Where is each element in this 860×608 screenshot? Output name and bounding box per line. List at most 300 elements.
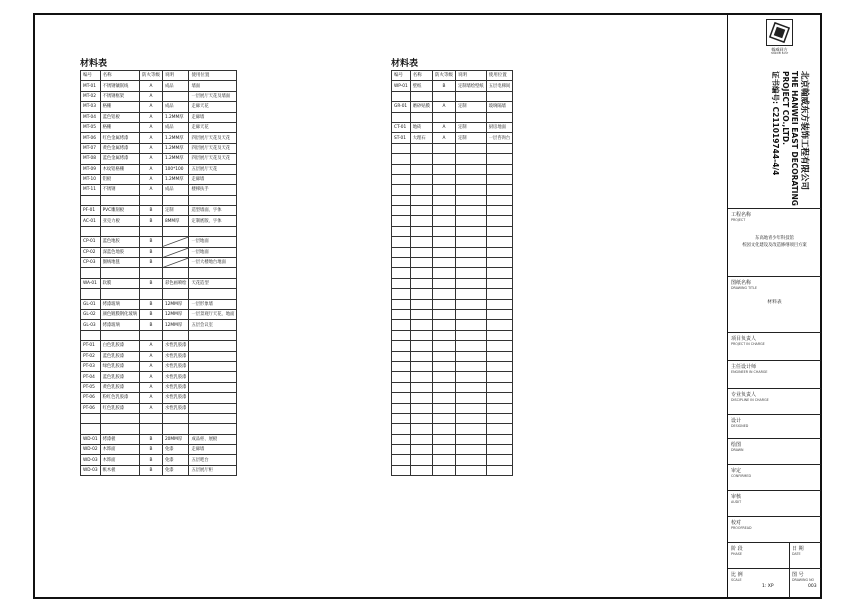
table-cell: 12MM厚 — [162, 299, 188, 309]
table-row — [81, 206, 237, 216]
table-cell: PT-05 — [81, 382, 101, 392]
table-cell — [432, 206, 455, 216]
table-cell: A — [139, 102, 162, 112]
table-cell: A — [139, 133, 162, 143]
table-cell: 一层大楼地台地面 — [189, 258, 237, 268]
table-cell — [392, 247, 411, 257]
table-cell: 五层吧台 — [189, 455, 237, 465]
table-cell — [455, 154, 486, 164]
table-cell — [486, 226, 512, 236]
table-cell — [455, 185, 486, 195]
table-cell: B — [139, 237, 162, 247]
table-row — [392, 382, 513, 392]
table-cell: 黄色乳胶漆 — [100, 382, 139, 392]
table-cell — [432, 154, 455, 164]
table-cell — [392, 237, 411, 247]
table-cell: B — [139, 278, 162, 288]
table-cell: WD-03 — [81, 465, 101, 475]
table-cell — [432, 216, 455, 226]
table-cell: MT-08 — [81, 154, 101, 164]
table-cell — [432, 351, 455, 361]
table-row — [392, 268, 513, 278]
table-cell: 彩色画喷绘 — [162, 278, 188, 288]
table-cell: 水性乳胶漆 — [162, 372, 188, 382]
table-cell: 磨砂贴膜 — [410, 102, 432, 112]
table-cell: PT-06 — [81, 403, 101, 413]
table-cell: 四层展厅天花及天花 — [189, 133, 237, 143]
table-cell — [432, 226, 455, 236]
project-name-line-2: 校园文化建设及改造修缮项目方案 — [742, 243, 807, 248]
table-cell: 水性乳胶漆 — [162, 403, 188, 413]
date-label: 日 期 — [792, 546, 804, 552]
table-row — [81, 268, 237, 278]
table-cell — [392, 403, 411, 413]
table-cell: B — [139, 247, 162, 257]
table-cell — [410, 351, 432, 361]
table-cell — [432, 268, 455, 278]
table-cell: MT-11 — [81, 185, 101, 195]
table-cell — [486, 185, 512, 195]
table-row — [81, 372, 237, 382]
table-cell — [455, 309, 486, 319]
table-cell — [100, 289, 139, 299]
table-cell — [189, 330, 237, 340]
table-cell — [486, 237, 512, 247]
table-cell: 一层形象墙 — [189, 299, 237, 309]
table-cell: 成品柜、展板 — [189, 434, 237, 444]
table-cell — [486, 91, 512, 101]
table-cell — [410, 237, 432, 247]
table-row — [392, 237, 513, 247]
engineer-label-en: ENGINEER IN CHARGE — [731, 370, 768, 374]
table-cell: PF-01 — [81, 206, 101, 216]
table-cell: WA-01 — [81, 278, 101, 288]
table-cell: 木饰面 — [100, 445, 139, 455]
table-cell: B — [139, 320, 162, 330]
scale-dwgno-divider — [789, 569, 790, 598]
table-row — [392, 445, 513, 455]
designed-cell — [728, 414, 821, 438]
table-cell: A — [139, 341, 162, 351]
table-cell — [410, 164, 432, 174]
table-cell — [455, 143, 486, 153]
table-cell: A — [139, 351, 162, 361]
table-row — [392, 133, 513, 143]
table-row — [392, 278, 513, 288]
table-cell: MT-10 — [81, 174, 101, 184]
table-cell: 一层地面 — [189, 237, 237, 247]
designed-label: 设计 — [731, 418, 742, 424]
table-row — [392, 102, 513, 112]
table-cell: AC-01 — [81, 216, 101, 226]
table-cell — [486, 268, 512, 278]
table-cell: 五层会议室 — [189, 320, 237, 330]
table-cell — [410, 247, 432, 257]
table-cell: 1.2MM厚 — [162, 112, 188, 122]
table-row — [81, 216, 237, 226]
table-cell: 颜色镀膜钢化玻璃 — [100, 309, 139, 319]
table-cell: A — [139, 154, 162, 164]
table-cell: 壁纸 — [410, 81, 432, 91]
right-table-title: 材料表 — [391, 59, 419, 69]
table-cell: 免漆 — [162, 455, 188, 465]
certificate-number: 证书编号: C211019744-4/4 — [771, 71, 780, 176]
table-cell: A — [139, 361, 162, 371]
table-row — [81, 382, 237, 392]
table-cell — [100, 226, 139, 236]
table-cell: B — [139, 206, 162, 216]
table-cell: 红色乳胶漆 — [100, 403, 139, 413]
table-cell — [486, 413, 512, 423]
table-cell — [189, 413, 237, 423]
project-label-en: PROJECT — [731, 218, 746, 222]
logo-text: 翰威同方 — [771, 47, 788, 52]
table-cell — [486, 320, 512, 330]
table-cell: MT-07 — [81, 143, 101, 153]
drawing-number-label-en: DRAWING NO — [792, 578, 815, 582]
table-cell: 蓝色乳胶漆 — [100, 372, 139, 382]
table-cell: CT-01 — [392, 122, 411, 132]
table-cell — [410, 372, 432, 382]
table-row — [392, 143, 513, 153]
column-header: 说明 — [455, 71, 486, 81]
table-cell — [100, 330, 139, 340]
table-row — [392, 185, 513, 195]
table-cell: WD-03 — [81, 455, 101, 465]
table-row — [81, 393, 237, 403]
table-cell — [432, 237, 455, 247]
table-row — [81, 237, 237, 247]
table-cell — [486, 382, 512, 392]
table-cell — [410, 206, 432, 216]
table-cell: 造型墙面、字体 — [189, 206, 237, 216]
table-row — [81, 112, 237, 122]
table-cell — [392, 216, 411, 226]
table-cell — [455, 424, 486, 434]
table-row — [81, 309, 237, 319]
table-cell — [432, 112, 455, 122]
table-cell — [432, 341, 455, 351]
scale-value: 1: XP — [762, 584, 774, 589]
table-cell — [189, 393, 237, 403]
table-cell: 四层展厅天花及天花 — [189, 143, 237, 153]
table-cell — [410, 174, 432, 184]
table-cell — [392, 299, 411, 309]
phase-label-en: PHASE — [731, 552, 742, 556]
table-cell: 五层电梯间 — [486, 81, 512, 91]
table-cell: 五层展厅柜 — [189, 465, 237, 475]
table-cell — [410, 143, 432, 153]
table-cell: A — [432, 102, 455, 112]
table-cell — [432, 434, 455, 444]
table-cell: 木纹铝格栅 — [100, 164, 139, 174]
table-cell: A — [139, 91, 162, 101]
table-cell: 蓝色金属烤漆 — [100, 154, 139, 164]
table-cell: 水性乳胶漆 — [162, 341, 188, 351]
table-cell — [392, 226, 411, 236]
table-cell: 一层景观厅天花、地面 — [189, 309, 237, 319]
table-cell: 深蓝色地胶 — [100, 247, 139, 257]
table-cell: 定制 — [162, 206, 188, 216]
table-cell — [392, 341, 411, 351]
table-cell: 12MM厚 — [162, 309, 188, 319]
table-cell: 定制底版、字体 — [189, 216, 237, 226]
table-cell: 不锈钢框架 — [100, 91, 139, 101]
table-cell: WD-02 — [81, 445, 101, 455]
table-row — [392, 341, 513, 351]
table-row — [392, 330, 513, 340]
table-cell: PT-03 — [81, 361, 101, 371]
table-cell: PT-04 — [81, 372, 101, 382]
table-cell: 成品 — [162, 185, 188, 195]
table-row — [392, 247, 513, 257]
table-cell: 白色乳胶漆 — [100, 341, 139, 351]
confirmed-label-en: CONFIRMED — [731, 474, 751, 478]
table-cell: MT-01 — [81, 81, 101, 91]
table-row — [81, 195, 237, 205]
table-row — [81, 278, 237, 288]
table-cell — [392, 320, 411, 330]
table-cell: 帐木板 — [100, 465, 139, 475]
table-cell — [486, 434, 512, 444]
project-name-cell — [728, 208, 821, 276]
table-cell: 亚克力板 — [100, 216, 139, 226]
table-cell — [392, 445, 411, 455]
table-cell — [486, 154, 512, 164]
drawn-label-en: DRAWN — [731, 448, 744, 452]
table-row — [81, 424, 237, 434]
table-row — [392, 174, 513, 184]
table-cell — [139, 330, 162, 340]
column-header: 编号 — [392, 71, 411, 81]
project-name-line-1: 东高地青少年科技馆 — [755, 236, 794, 241]
table-cell — [432, 91, 455, 101]
table-cell — [486, 299, 512, 309]
table-cell — [432, 455, 455, 465]
table-cell — [486, 143, 512, 153]
table-cell — [392, 413, 411, 423]
table-row — [81, 226, 237, 236]
table-cell: A — [139, 81, 162, 91]
table-cell — [455, 320, 486, 330]
table-cell — [81, 413, 101, 423]
table-cell — [486, 112, 512, 122]
table-cell: GL-02 — [81, 309, 101, 319]
table-cell: 蓝色乳胶漆 — [100, 351, 139, 361]
table-cell — [392, 393, 411, 403]
table-cell: 软膜 — [100, 278, 139, 288]
table-cell: 烤漆板 — [100, 434, 139, 444]
table-row — [392, 393, 513, 403]
table-cell — [410, 341, 432, 351]
table-cell: 水性乳胶漆 — [162, 382, 188, 392]
table-cell: 走廊墙 — [189, 112, 237, 122]
table-cell: 黄色金属烤漆 — [100, 143, 139, 153]
table-cell: A — [139, 393, 162, 403]
table-cell: A — [139, 403, 162, 413]
table-cell — [139, 226, 162, 236]
table-cell: 墙面 — [189, 81, 237, 91]
table-cell — [392, 434, 411, 444]
table-cell — [455, 299, 486, 309]
not-applicable-slash — [163, 258, 188, 267]
table-cell — [410, 226, 432, 236]
right-material-table — [391, 70, 513, 476]
table-cell — [410, 258, 432, 268]
table-cell: 蓝色地胶 — [100, 237, 139, 247]
table-row — [81, 330, 237, 340]
table-cell: 烤漆玻璃 — [100, 320, 139, 330]
company-name-en-2: PROJECT CO.,LTD. — [781, 71, 790, 145]
table-cell: 红色金属烤漆 — [100, 133, 139, 143]
table-cell — [455, 112, 486, 122]
discipline-in-charge-cell — [728, 388, 821, 414]
table-row — [81, 143, 237, 153]
table-cell: B — [139, 216, 162, 226]
drawn-cell — [728, 438, 821, 464]
table-row — [392, 81, 513, 91]
company-name-cn: 北京翰威东方装饰工程有限公司 — [799, 71, 809, 191]
proofread-label: 校对 — [731, 520, 742, 526]
table-cell: 1.2MM厚 — [162, 143, 188, 153]
table-cell — [455, 382, 486, 392]
table-cell — [455, 361, 486, 371]
table-cell — [410, 382, 432, 392]
table-cell — [139, 289, 162, 299]
table-cell — [486, 258, 512, 268]
table-row — [392, 216, 513, 226]
table-cell: A — [432, 122, 455, 132]
table-cell — [410, 424, 432, 434]
table-cell — [432, 278, 455, 288]
table-cell — [486, 372, 512, 382]
table-cell — [81, 195, 101, 205]
table-cell — [162, 289, 188, 299]
table-cell — [486, 403, 512, 413]
drawing-title-label-en: DRAWING TITLE — [731, 286, 757, 290]
table-cell: ST-01 — [392, 133, 411, 143]
table-cell: PVC雕刻板 — [100, 206, 139, 216]
table-cell — [410, 216, 432, 226]
table-cell: 蓝色铝板 — [100, 112, 139, 122]
table-cell — [392, 154, 411, 164]
table-cell — [455, 289, 486, 299]
table-cell: CP-03 — [81, 258, 101, 268]
drawing-number-label: 图 号 — [792, 572, 804, 578]
table-cell — [432, 258, 455, 268]
scale-label: 比 例 — [731, 572, 743, 578]
table-cell: 100*100 — [162, 164, 188, 174]
table-cell: 圈绒地毯 — [100, 258, 139, 268]
table-cell — [410, 289, 432, 299]
table-cell — [139, 424, 162, 434]
table-cell — [432, 299, 455, 309]
table-cell: A — [139, 112, 162, 122]
table-cell — [392, 382, 411, 392]
table-row — [81, 434, 237, 444]
column-header: 使用位置 — [486, 71, 512, 81]
table-cell — [455, 226, 486, 236]
table-cell — [455, 195, 486, 205]
table-cell — [432, 361, 455, 371]
table-cell: 1.2MM厚 — [162, 133, 188, 143]
table-cell: 8MM厚 — [162, 216, 188, 226]
table-cell — [189, 351, 237, 361]
table-cell — [410, 185, 432, 195]
table-cell: B — [432, 81, 455, 91]
table-cell — [410, 403, 432, 413]
table-cell — [486, 445, 512, 455]
table-cell: PT-01 — [81, 341, 101, 351]
table-cell: A — [139, 122, 162, 132]
table-cell: 定制墙绘壁纸 — [455, 81, 486, 91]
table-cell — [189, 268, 237, 278]
date-label-en: DATE — [792, 552, 801, 556]
table-cell: 20MM厚 — [162, 434, 188, 444]
table-cell — [486, 455, 512, 465]
table-cell — [162, 237, 188, 247]
table-cell — [392, 143, 411, 153]
table-cell — [455, 330, 486, 340]
table-cell: GL-01 — [81, 299, 101, 309]
table-cell: 水性乳胶漆 — [162, 351, 188, 361]
table-cell — [410, 91, 432, 101]
table-row — [81, 299, 237, 309]
table-row — [81, 174, 237, 184]
table-cell — [432, 195, 455, 205]
table-row — [81, 258, 237, 268]
table-row — [392, 112, 513, 122]
table-row — [392, 206, 513, 216]
table-row — [81, 465, 237, 475]
table-row — [392, 372, 513, 382]
table-cell — [432, 174, 455, 184]
proofread-cell — [728, 516, 821, 542]
logo-subtext: HANWEI EAST — [770, 52, 789, 55]
table-row — [81, 185, 237, 195]
table-cell — [81, 226, 101, 236]
table-cell: 烤漆玻璃 — [100, 299, 139, 309]
table-row — [81, 164, 237, 174]
table-row — [81, 403, 237, 413]
table-cell: CP-02 — [81, 247, 101, 257]
table-row — [81, 81, 237, 91]
column-header: 使用位置 — [189, 71, 237, 81]
table-cell — [486, 341, 512, 351]
left-table-block — [80, 58, 237, 476]
table-cell — [392, 258, 411, 268]
table-cell — [81, 289, 101, 299]
table-cell: 走廊天花 — [189, 122, 237, 132]
table-cell: 地砖 — [410, 122, 432, 132]
table-cell: A — [139, 185, 162, 195]
table-cell: 绿色乳胶漆 — [100, 361, 139, 371]
column-header: 名称 — [410, 71, 432, 81]
table-row — [392, 413, 513, 423]
table-cell — [455, 216, 486, 226]
table-cell: 1.2MM厚 — [162, 154, 188, 164]
table-cell — [455, 341, 486, 351]
table-cell — [100, 413, 139, 423]
table-cell: 走廊墙 — [189, 445, 237, 455]
audit-label: 审核 — [731, 494, 742, 500]
table-cell: 粉红色乳胶漆 — [100, 393, 139, 403]
table-cell — [392, 351, 411, 361]
table-cell — [432, 372, 455, 382]
table-cell — [432, 465, 455, 475]
table-cell — [432, 424, 455, 434]
not-applicable-slash — [163, 248, 188, 257]
